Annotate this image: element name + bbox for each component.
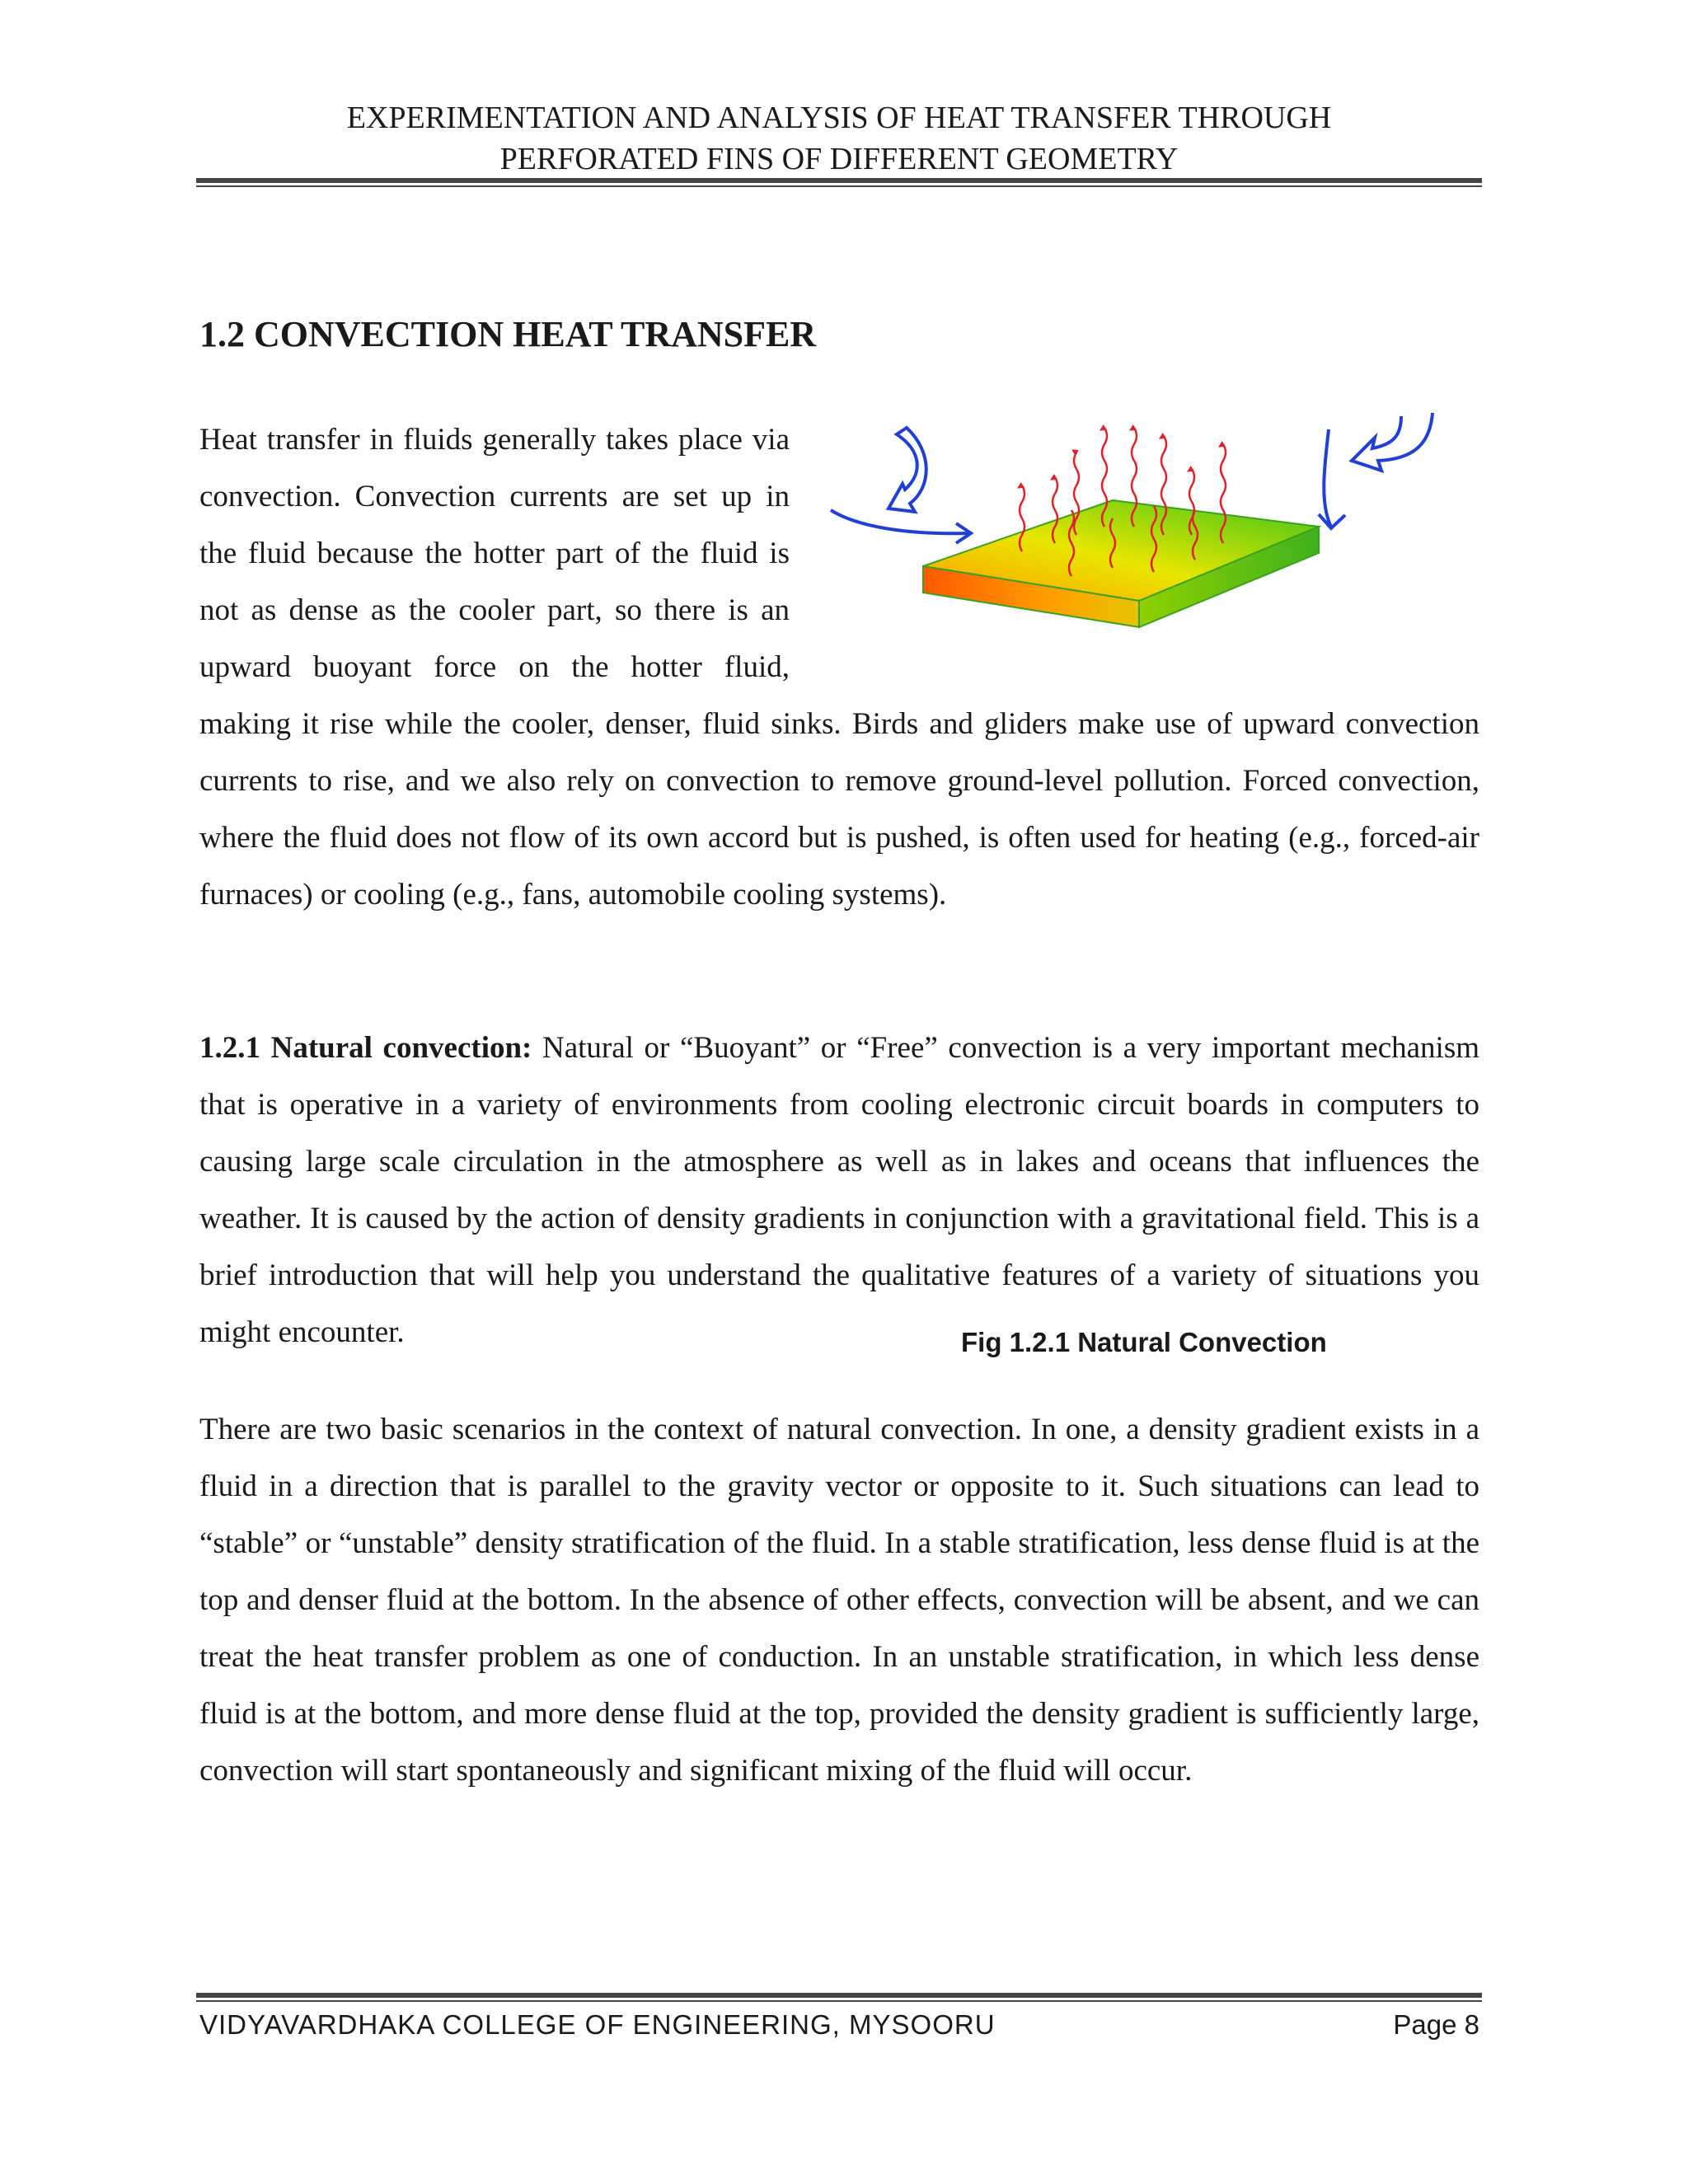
footer-institution: VIDYAVARDHAKA COLLEGE OF ENGINEERING, MYSOORU: [199, 2009, 996, 2040]
section-title: 1.2 CONVECTION HEAT TRANSFER: [199, 314, 817, 354]
intro-paragraph: Heat transfer in fluids generally takes place via convection. Convection currents are set up in the fluid because the hotter part of the fluid is not as dense as the cooler part, so there is an upward buoyant force on the hotter fluid, making it rise while the cooler, denser, fluid sinks. Birds and gliders make use of upward convection currents to rise, and we also rely on convection to remove ground-level pollution. Forced convection, where the fluid does not flow of its own accord but is pushed, is often used for heating (e.g., forced-air furnaces) or cooling (e.g., fans, automobile cooling systems).: [199, 423, 1479, 912]
footer-rule-thick: [196, 1993, 1482, 1998]
scenarios-paragraph: There are two basic scenarios in the context of natural convection. In one, a density gradient exists in a fluid in a direction that is parallel to the gravity vector or opposite to it. Such situations can lead to “stable” or “unstable” density stratification of the fluid. In a stable stratification, less dense fluid is at the top and denser fluid at the bottom. In the absence of other effects, convection will be absent, and we can treat the heat transfer problem as one of conduction. In an unstable stratification, in which less dense fluid is at the bottom, and more dense fluid at the top, provided the density gradient is sufficiently large, convection will start spontaneously and significant mixing of the fluid will occur.: [199, 1413, 1479, 1788]
header-line-1: EXPERIMENTATION AND ANALYSIS OF HEAT TRANSFER THROUGH: [346, 101, 1332, 135]
left-inflow-arrow: [889, 428, 926, 512]
header-rule-thin: [196, 185, 1482, 187]
header-line-2: PERFORATED FINS OF DIFFERENT GEOMETRY: [499, 142, 1179, 176]
running-header: [196, 97, 1482, 180]
right-inflow-stream: [1324, 429, 1331, 527]
natural-convection-figure: [824, 411, 1479, 685]
page-number: Page 8: [1393, 2009, 1479, 2040]
header-rule-thick: [196, 178, 1482, 183]
right-inflow-head: [1319, 514, 1345, 528]
figure-caption: Fig 1.2.1 Natural Convection: [961, 1327, 1327, 1357]
left-inflow-stream: [831, 510, 968, 533]
subsection-text: Natural or “Buoyant” or “Free” convection is a very important mechanism that is operative in a variety of environments from cooling electronic circuit boards in computers to causing large scale circulation in the atmosphere as well as in lakes and oceans that influences the weather. It is caused by the action of density gradients in conjunction with a gravitational field. This is a brief introduction that will help you understand the qualitative features of a variety of situations you might encounter.: [199, 1031, 1479, 1349]
intro-block: [199, 411, 1479, 923]
footer-rule-thin: [196, 2000, 1482, 2002]
subsection-heading: 1.2.1 Natural convection:: [199, 1031, 532, 1065]
right-inflow-curl: [1352, 413, 1432, 471]
natural-convection-paragraph: [199, 1019, 1479, 1361]
